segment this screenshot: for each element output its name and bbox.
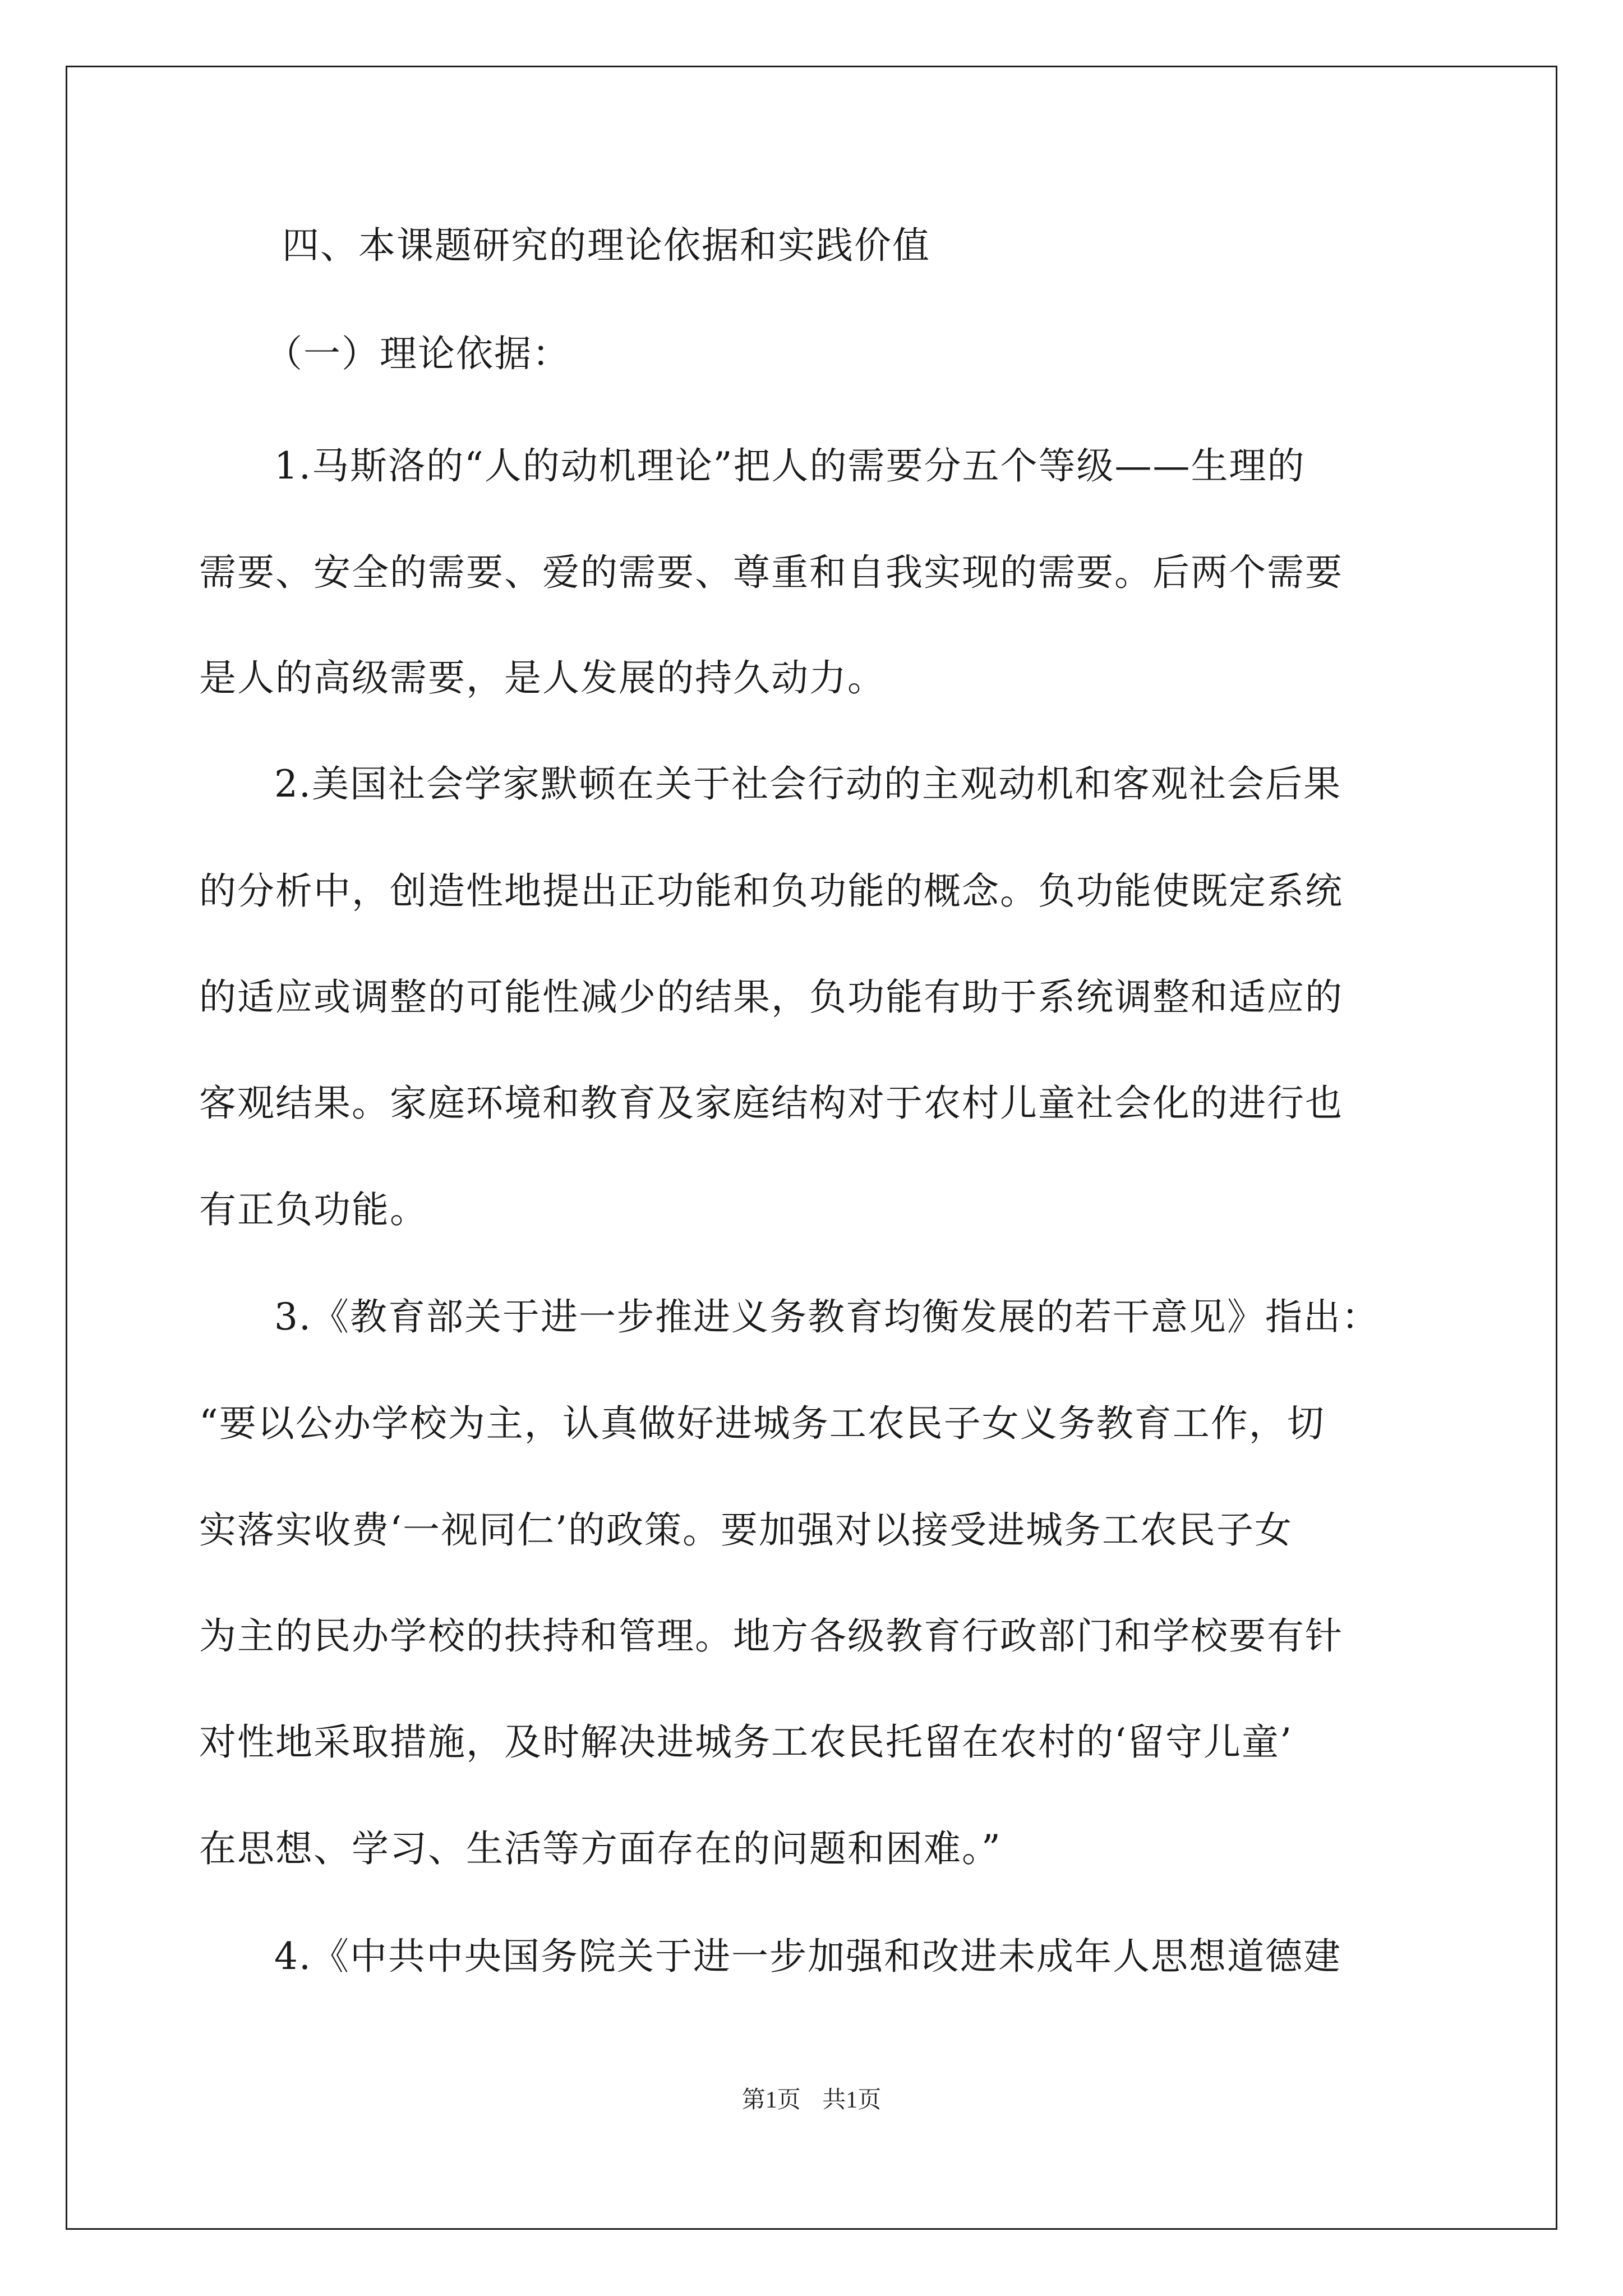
section-heading: 四、本课题研究的理论依据和实践价值 — [282, 224, 930, 267]
paragraph-3-line-2: “要以公办学校为主，认真做好进城务工农民子女义务教育工作，切 — [199, 1402, 1325, 1445]
subsection-heading: （一）理论依据： — [265, 332, 570, 375]
paragraph-3-line-3: 实落实收费‘一视同仁’的政策。要加强对以接受进城务工农民子女 — [199, 1508, 1293, 1552]
paragraph-4-line-1: 4.《中共中央国务院关于进一步加强和改进未成年人思想道德建 — [274, 1935, 1341, 1978]
page-footer — [0, 2081, 1623, 2115]
page-number: 第1页 — [741, 2087, 801, 2113]
paragraph-1-line-1: 1.马斯洛的“人的动机理论”把人的需要分五个等级——生理的 — [274, 444, 1306, 487]
paragraph-2-line-2: 的分析中，创造性地提出正功能和负功能的概念。负功能使既定系统 — [199, 869, 1343, 913]
page-total: 共1页 — [822, 2087, 882, 2113]
paragraph-2-line-5: 有正负功能。 — [199, 1188, 428, 1231]
page-border — [66, 66, 1557, 2230]
paragraph-1-line-2: 需要、安全的需要、爱的需要、尊重和自我实现的需要。后两个需要 — [199, 551, 1343, 594]
paragraph-2-line-3: 的适应或调整的可能性减少的结果，负功能有助于系统调整和适应的 — [199, 976, 1343, 1019]
paragraph-3-line-5: 对性地采取措施，及时解决进城务工农民托留在农村的‘留守儿童’ — [199, 1720, 1293, 1764]
paragraph-3-line-6: 在思想、学习、生活等方面存在的问题和困难。” — [199, 1827, 1002, 1870]
paragraph-2-line-4: 客观结果。家庭环境和教育及家庭结构对于农村儿童社会化的进行也 — [199, 1082, 1343, 1125]
paragraph-3-line-4: 为主的民办学校的扶持和管理。地方各级教育行政部门和学校要有针 — [199, 1614, 1343, 1658]
paragraph-3-line-1: 3.《教育部关于进一步推进义务教育均衡发展的若干意见》指出： — [274, 1295, 1380, 1338]
paragraph-2-line-1: 2.美国社会学家默顿在关于社会行动的主观动机和客观社会后果 — [274, 762, 1341, 806]
paragraph-1-line-3: 是人的高级需要，是人发展的持久动力。 — [199, 656, 886, 700]
